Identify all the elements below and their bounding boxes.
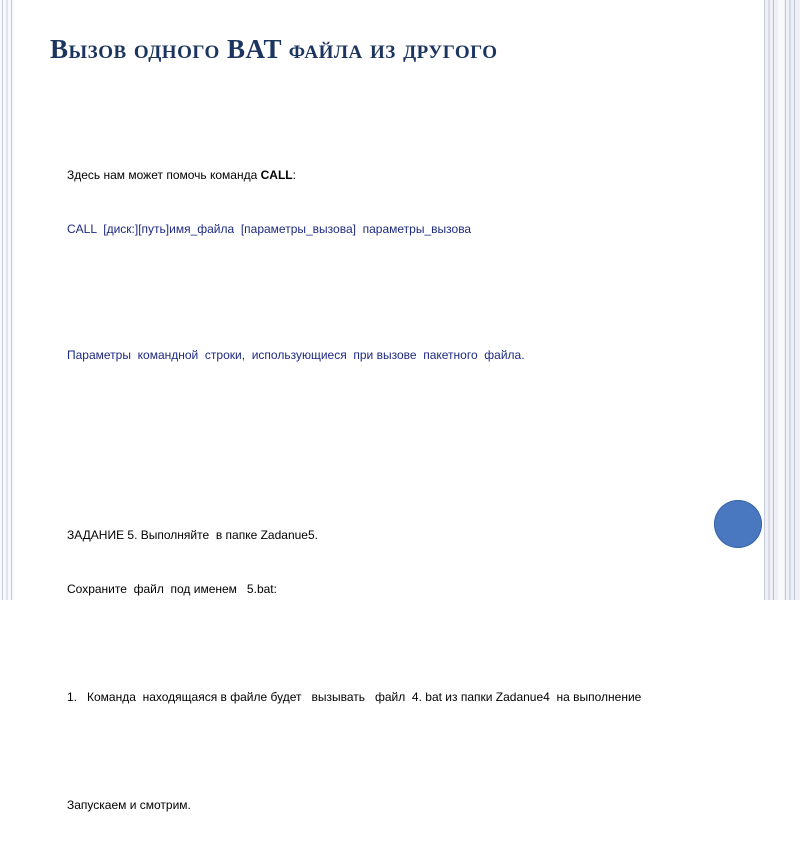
border-line — [789, 0, 791, 600]
call-command: CALL — [260, 168, 293, 182]
intro-line — [67, 166, 747, 184]
task-line: ЗАДАНИЕ 5. Выполняйте в папке Zadanue5. — [67, 528, 318, 542]
step-1-line: 1. Команда находящаяся в файле будет вызывать файл 4. bat из папки Zadanue4 на выполнение — [67, 690, 642, 704]
border-line — [6, 0, 8, 600]
spacer — [67, 274, 747, 310]
border-line — [778, 0, 784, 600]
call-syntax-line: CALL [диск:][путь]имя_файла [параметры_вызова] параметры_вызова — [67, 222, 472, 236]
run-line: Запускаем и смотрим. — [67, 798, 191, 812]
right-decorative-border — [764, 0, 800, 600]
border-line — [764, 0, 765, 600]
border-line — [11, 0, 12, 600]
decorative-circle — [714, 500, 762, 548]
params-description-line: Параметры командной строки, использующиеся при вызове пакетного файла. — [67, 348, 525, 362]
left-decorative-border — [0, 0, 14, 600]
spacer — [67, 634, 747, 652]
spacer — [67, 472, 747, 490]
slide-title: Вызов одного BAT файла из другого — [50, 34, 498, 64]
spacer — [67, 742, 747, 760]
intro-prefix: Здесь нам может помочь команда — [67, 168, 261, 182]
save-line: Сохраните файл под именем 5.bat: — [67, 582, 277, 596]
border-line — [2, 0, 3, 600]
border-line — [785, 0, 786, 600]
slide-body — [67, 130, 747, 850]
spacer — [67, 400, 747, 436]
border-line — [768, 0, 770, 600]
border-line — [773, 0, 774, 600]
border-line — [794, 0, 795, 600]
intro-suffix: : — [292, 168, 296, 182]
